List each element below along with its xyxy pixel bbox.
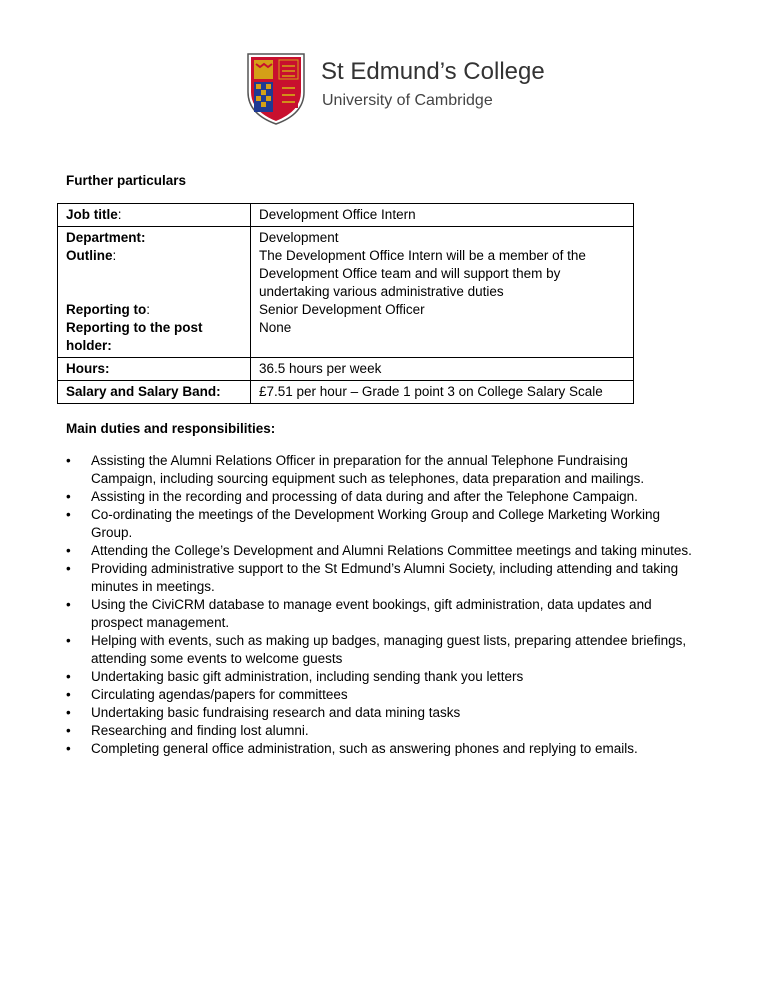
duties-heading: Main duties and responsibilities: — [66, 421, 276, 436]
salary-label: Salary and Salary Band: — [58, 381, 251, 404]
hours-row — [58, 358, 634, 381]
duty-item: • Completing general office administration, such as answering phones and replying to emails. — [66, 740, 696, 758]
reporting-post-value: None — [259, 320, 292, 335]
duty-item: • Helping with events, such as making up badges, managing guest lists, preparing attendee briefings, attending some events to welcome guests — [66, 632, 696, 668]
job-title-label-cell: Job title: — [58, 204, 251, 227]
college-header — [246, 52, 546, 126]
department-value: Development — [259, 230, 339, 245]
reporting-post-label: Reporting to the post holder: — [66, 320, 203, 353]
department-label: Department: — [66, 230, 146, 245]
details-row — [58, 227, 634, 358]
reporting-to-label: Reporting to — [66, 302, 147, 317]
duty-item: • Undertaking basic fundraising research and data mining tasks — [66, 704, 696, 722]
reporting-to-value: Senior Development Officer — [259, 302, 425, 317]
details-values-cell — [251, 227, 634, 358]
hours-label: Hours: — [58, 358, 251, 381]
duty-item: • Attending the College’s Development and Alumni Relations Committee meetings and taking minutes. — [66, 542, 696, 560]
duty-item: • Circulating agendas/papers for committees — [66, 686, 696, 704]
duty-item: • Co-ordinating the meetings of the Development Working Group and College Marketing Working Group. — [66, 506, 696, 542]
college-crest-icon — [246, 52, 306, 126]
salary-row — [58, 381, 634, 404]
duty-item: • Assisting the Alumni Relations Officer in preparation for the annual Telephone Fundraising Campaign, including sourcing equipment such as telephones, data preparation and mailings. — [66, 452, 696, 488]
duties-list — [66, 452, 696, 758]
duty-item: • Researching and finding lost alumni. — [66, 722, 696, 740]
job-title-label: Job title — [66, 207, 118, 222]
outline-label: Outline — [66, 248, 113, 263]
university-name: University of Cambridge — [322, 92, 493, 109]
outline-value: The Development Office Intern will be a member of the Development Office team and will support them by undertaking various administrative duties — [259, 248, 586, 299]
duty-item: • Assisting in the recording and processing of data during and after the Telephone Campaign. — [66, 488, 696, 506]
salary-value: £7.51 per hour – Grade 1 point 3 on College Salary Scale — [251, 381, 634, 404]
details-labels-cell — [58, 227, 251, 358]
reporting-to-label-line: Reporting to: — [66, 302, 151, 317]
outline-label-line: Outline: — [66, 248, 117, 263]
college-name: St Edmund’s College — [321, 58, 545, 85]
duty-item: • Using the CiviCRM database to manage event bookings, gift administration, data updates and prospect management. — [66, 596, 696, 632]
particulars-table — [57, 203, 634, 404]
duty-item: • Undertaking basic gift administration, including sending thank you letters — [66, 668, 696, 686]
job-title-row — [58, 204, 634, 227]
duty-item: • Providing administrative support to the St Edmund’s Alumni Society, including attending and taking minutes in meetings. — [66, 560, 696, 596]
further-particulars-heading: Further particulars — [66, 173, 187, 188]
job-title-value: Development Office Intern — [251, 204, 634, 227]
hours-value: 36.5 hours per week — [251, 358, 634, 381]
